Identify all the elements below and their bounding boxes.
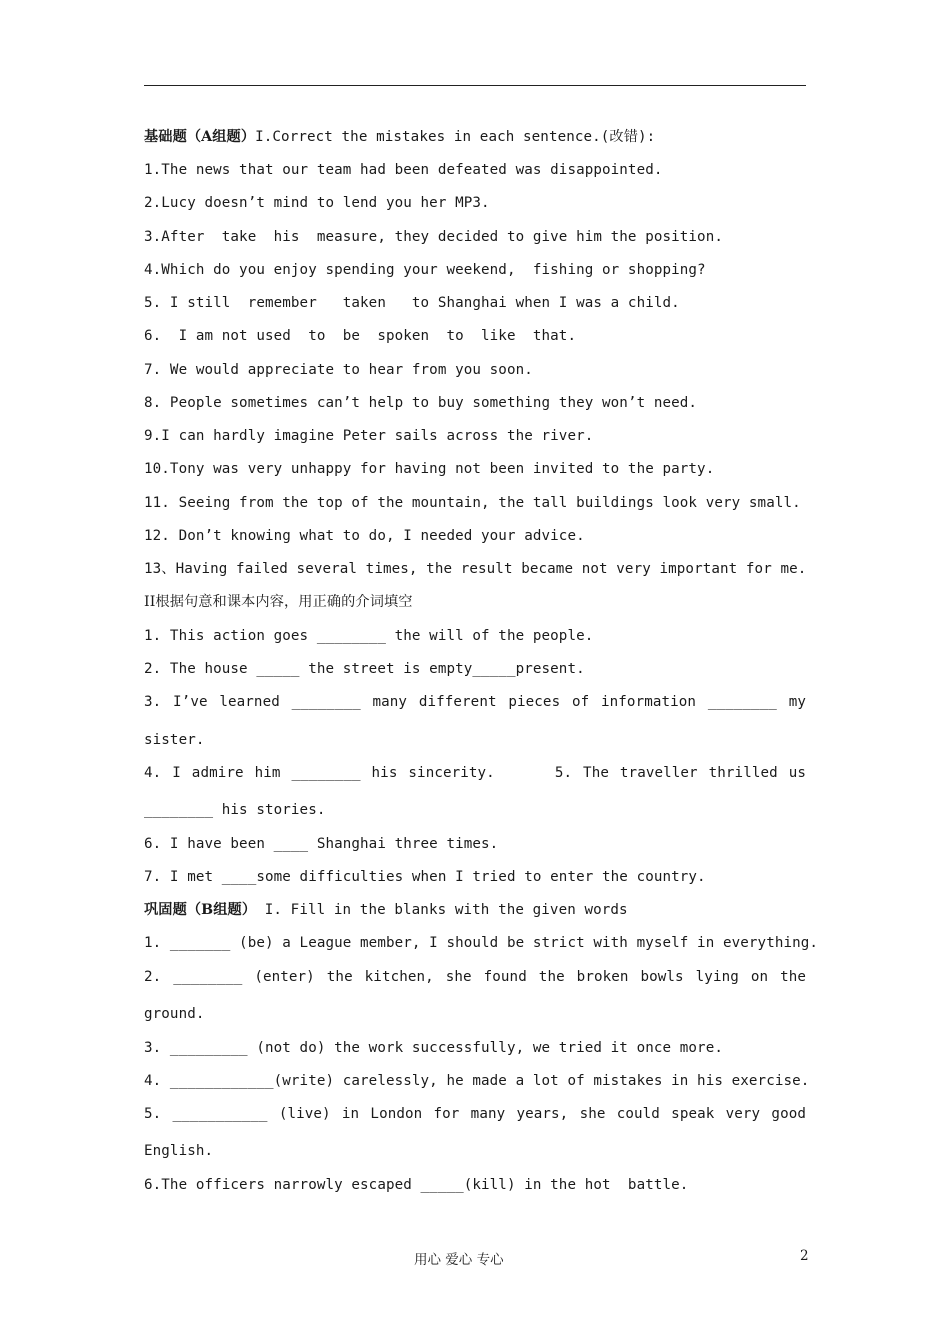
- footer-motto: 用心 爱心 专心: [414, 1252, 504, 1268]
- mistake-item: 4.Which do you enjoy spending your weekend, fishing or shopping?: [144, 262, 706, 278]
- mistake-item: 12. Don’t knowing what to do, I needed your advice.: [144, 528, 585, 544]
- page-number: 2: [800, 1248, 809, 1264]
- prep-question: 7. I met ____some difficulties when I tried to enter the country.: [144, 869, 706, 885]
- fill-question: 3. _________ (not do) the work successfully, we tried it once more.: [144, 1040, 723, 1056]
- mistake-item: 7. We would appreciate to hear from you soon.: [144, 362, 533, 378]
- prep-question: 5. The traveller thrilled us: [554, 765, 806, 781]
- fill-question-continuation: ground.: [144, 1006, 205, 1022]
- prep-question: 1. This action goes ________ the will of the people.: [144, 628, 594, 644]
- mistake-item: 5. I still remember taken to Shanghai when I was a child.: [144, 295, 680, 311]
- mistake-item: 2.Lucy doesn’t mind to lend you her MP3.: [144, 195, 490, 211]
- mistake-item: 3.After take his measure, they decided to give him the position.: [144, 229, 723, 245]
- prep-question-continuation: ________ his stories.: [144, 802, 326, 818]
- prep-question-continuation: sister.: [144, 732, 205, 748]
- prep-question: 4. I admire him ________ his sincerity.: [144, 765, 495, 781]
- section-a-heading: 基础题（A组题）: [144, 129, 256, 145]
- mistake-item: 8. People sometimes can’t help to buy something they won’t need.: [144, 395, 698, 411]
- mistake-item: 13、Having failed several times, the result became not very important for me.: [144, 561, 807, 577]
- mistake-item: 1.The news that our team had been defeated was disappointed.: [144, 162, 663, 178]
- section-a-part1-title: I.Correct the mistakes in each sentence.(改错):: [255, 129, 656, 145]
- header-rule: [144, 85, 806, 86]
- fill-question: 1. _______ (be) a League member, I should be strict with myself in everything.: [144, 935, 819, 951]
- section-a-part2-title: II根据句意和课本内容，用正确的介词填空: [144, 594, 413, 610]
- prep-question-row: [144, 763, 806, 783]
- section-b-part1-title: I. Fill in the blanks with the given words: [256, 902, 628, 918]
- fill-question: 4. ____________(write) carelessly, he made a lot of mistakes in his exercise.: [144, 1073, 810, 1089]
- fill-question: 2. ________ (enter) the kitchen, she found the broken bowls lying on the: [144, 969, 806, 985]
- mistake-item: 9.I can hardly imagine Peter sails across the river.: [144, 428, 594, 444]
- fill-question-continuation: English.: [144, 1143, 214, 1159]
- prep-question: 6. I have been ____ Shanghai three times.: [144, 836, 499, 852]
- mistake-item: 11. Seeing from the top of the mountain, the tall buildings look very small.: [144, 495, 801, 511]
- fill-question: 5. ___________ (live) in London for many years, she could speak very good: [144, 1106, 806, 1122]
- fill-question: 6.The officers narrowly escaped _____(kill) in the hot battle.: [144, 1177, 689, 1193]
- section-b-title: [144, 900, 806, 920]
- section-b-heading: 巩固题（B组题）: [144, 902, 257, 918]
- section-a-title: [144, 127, 806, 147]
- prep-question: 2. The house _____ the street is empty_____present.: [144, 661, 585, 677]
- prep-question: 3. I’ve learned ________ many different pieces of information ________ my: [144, 694, 806, 710]
- mistake-item: 6. I am not used to be spoken to like that.: [144, 328, 577, 344]
- mistake-item: 10.Tony was very unhappy for having not been invited to the party.: [144, 461, 715, 477]
